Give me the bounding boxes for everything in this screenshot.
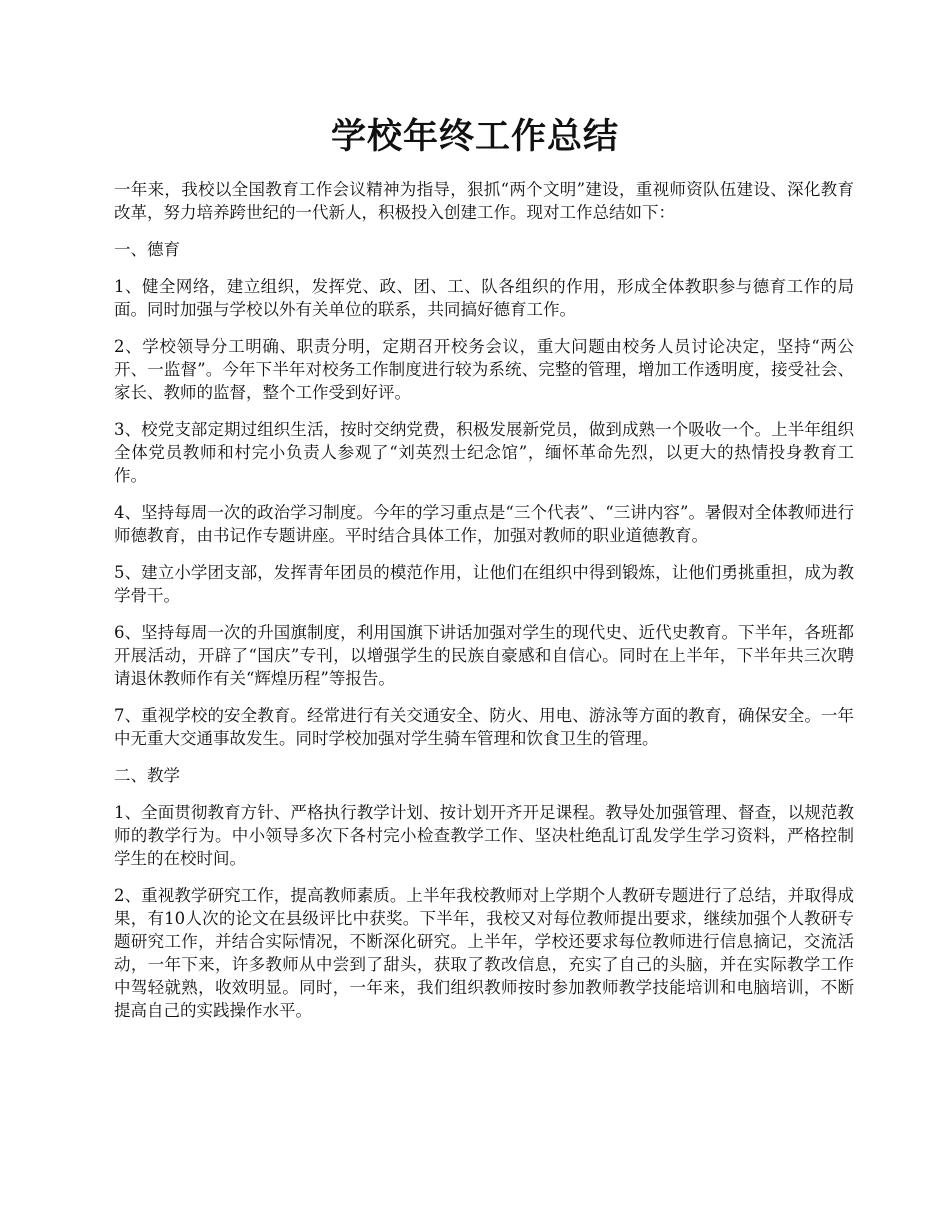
document-body xyxy=(114,178,854,1036)
intro-paragraph: 一年来，我校以全国教育工作会议精神为指导，狠抓“两个文明”建设，重视师资队伍建设、深化教育改革，努力培养跨世纪的一代新人，积极投入创建工作。现对工作总结如下： xyxy=(114,180,854,222)
moral-item-4: 4、坚持每周一次的政治学习制度。今年的学习重点是“三个代表”、“三讲内容”。暑假对全体教师进行师德教育，由书记作专题讲座。平时结合具体工作，加强对教师的职业道德教育。 xyxy=(114,503,854,545)
teaching-item-1: 1、全面贯彻教育方针、严格执行教学计划、按计划开齐开足课程。教导处加强管理、督查，以规范教师的教学行为。中小领导多次下各村完小检查教学工作、坚决杜绝乱订乱发学生学习资料，严格控制学生的在校时间。 xyxy=(114,803,854,868)
moral-item-7: 7、重视学校的安全教育。经常进行有关交通安全、防火、用电、游泳等方面的教育，确保安全。一年中无重大交通事故发生。同时学校加强对学生骑车管理和饮食卫生的管理。 xyxy=(114,706,854,748)
moral-item-2: 2、学校领导分工明确、职责分明，定期召开校务会议，重大问题由校务人员讨论决定，坚持“两公开、一监督”。今年下半年对校务工作制度进行较为系统、完整的管理，增加工作透明度，接受社会、家长、教师的监督，整个工作受到好评。 xyxy=(114,337,854,402)
moral-item-5: 5、建立小学团支部，发挥青年团员的模范作用，让他们在组织中得到锻炼，让他们勇挑重担，成为教学骨干。 xyxy=(114,563,854,605)
section-heading-teaching: 二、教学 xyxy=(114,766,180,785)
moral-item-3: 3、校党支部定期过组织生活，按时交纳党费，积极发展新党员，做到成熟一个吸收一个。上半年组织全体党员教师和村完小负责人参观了“刘英烈士纪念馆”，缅怀革命先烈，以更大的热情投身教育工作。 xyxy=(114,420,854,485)
document-title: 学校年终工作总结 xyxy=(330,116,619,157)
section-heading-moral-education: 一、德育 xyxy=(114,240,180,259)
moral-item-1: 1、健全网络，建立组织，发挥党、政、团、工、队各组织的作用，形成全体教职参与德育工作的局面。同时加强与学校以外有关单位的联系，共同搞好德育工作。 xyxy=(114,277,854,319)
moral-item-6: 6、坚持每周一次的升国旗制度，利用国旗下讲话加强对学生的现代史、近代史教育。下半年，各班都开展活动，开辟了“国庆”专刊，以增强学生的民族自豪感和自信心。同时在上半年，下半年共三次聘请退休教师作有关“辉煌历程”等报告。 xyxy=(114,623,854,688)
teaching-item-2: 2、重视教学研究工作，提高教师素质。上半年我校教师对上学期个人教研专题进行了总结，并取得成果，有10人次的论文在县级评比中获奖。下半年，我校又对每位教师提出要求，继续加强个人教研专题研究工作，并结合实际情况，不断深化研究。上半年，学校还要求每位教师进行信息摘记，交流活动，一年下来，许多教师从中尝到了甜头，获取了教改信息，充实了自己的头脑，并在实际教学工作中驾轻就熟，收效明显。同时，一年来，我们组织教师按时参加教师教学技能培训和电脑培训，不断提高自己的实践操作水平。 xyxy=(114,886,854,1020)
